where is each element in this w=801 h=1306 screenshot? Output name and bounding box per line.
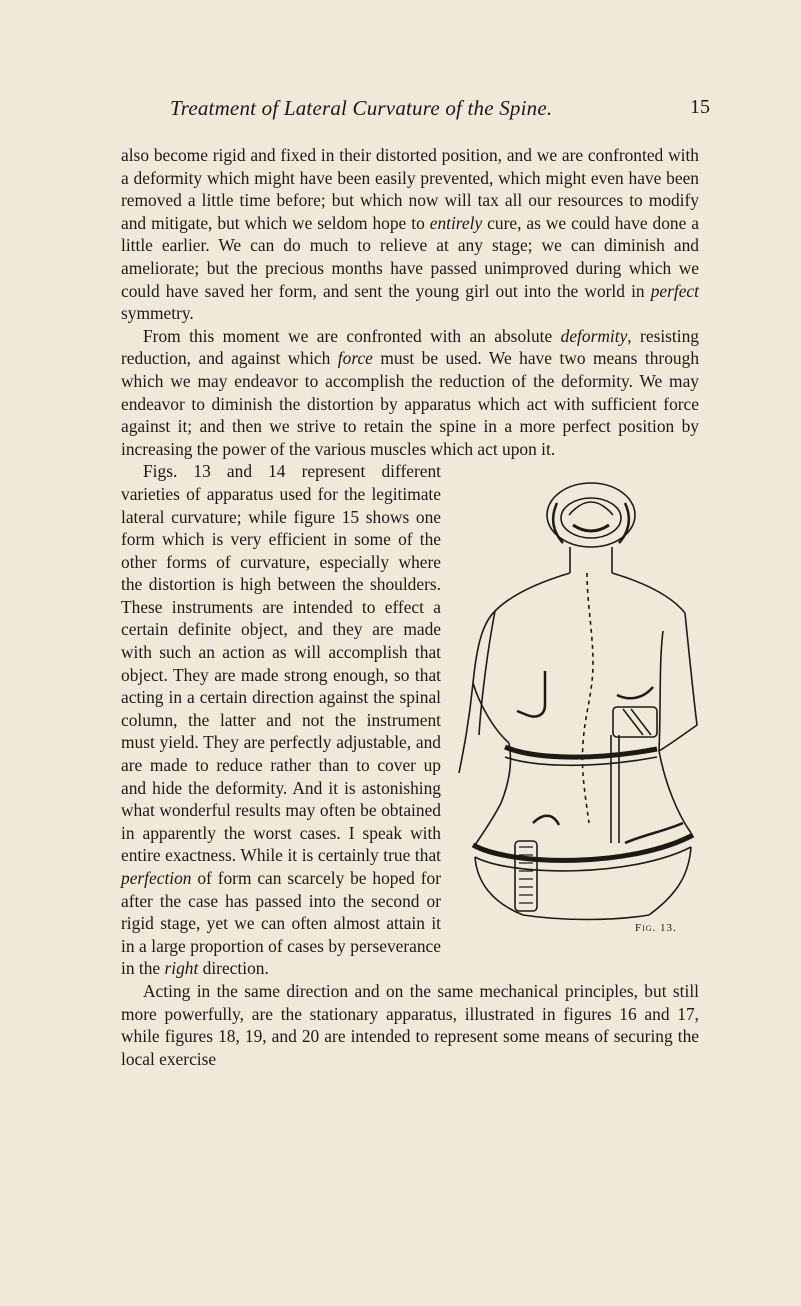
figure-caption: Fig. 13. [635,922,677,935]
corset-apparatus-illustration [453,463,699,923]
emphasis: right [164,958,199,979]
text-run: cure, as we could have done a little earlier. We can do much to relieve at any stage; we can diminish and ameliorate; but the precious months have passed unimproved during which we could have saved her form, and sent the young girl out into the world in [121,212,699,301]
page-number: 15 [690,96,710,118]
text-run: , resisting reduction, and against which [121,325,699,369]
body-text [121,144,699,1070]
paragraph-4: Acting in the same direction and on the same mechanical principles, but still more powerfully, are the stationary apparatus, illustrated in figures 16 and 17, while figures 18, 19, and 20 are intended to represent some means of securing the local exercise [121,980,699,1069]
emphasis: entirely [429,212,483,233]
paragraph-3 [121,460,699,980]
figure-13 [453,463,699,943]
emphasis: force [337,348,373,369]
text-run: also become rigid and fixed in their distorted position, and we are confronted with a deformity which might have been easily prevented, which might even have been removed a little time before; but which now will tax all our resources to modify and mitigate, but which we seldom hope to [121,145,699,233]
emphasis: deformity [560,325,628,346]
text-run: Figs. 13 and 14 represent different varieties of apparatus used for the legitimate lateral curvature; while figure 15 shows one form which is very efficient in some of the other forms of curvature, especially where the distortion is high between the shoulders. These instruments are intended to effect a certain definite object, and they are made with such an action as will accomplish that object. They are made strong enough, so that acting in a certain direction against the spinal column, the latter and not the instrument must yield. They are perfectly adjustable, and are made to reduce rather than to cover up and hide the deformity. And it is astonishing what wonderful results may often be obtained in apparently the worst cases. I speak with entire exactness. While it is certainly true that [121,461,441,866]
text-run: must be used. We have two means through which we may endeavor to accomplish the reduction of the deformity. We may endeavor to diminish the distortion by apparatus which act with sufficient force against it; and then we strive to retain the spine in a more perfect position by increasing the power of the various muscles which act upon it. [121,348,700,459]
paragraph-1 [121,144,699,325]
running-title: Treatment of Lateral Curvature of the Spine. [170,96,553,120]
text-run: From this moment we are confronted with an absolute [143,325,561,346]
emphasis: perfection [121,868,192,888]
text-run: direction. [198,958,269,979]
text-run: of form can scarcely be hoped for after the case has passed into the second or rigid stage, yet we can often almost attain it in a large proportion of cases by perseverance in the [121,868,441,979]
text-run: symmetry. [121,303,194,324]
paragraph-2 [121,325,699,461]
running-header [150,96,710,126]
emphasis: perfect [650,280,699,301]
